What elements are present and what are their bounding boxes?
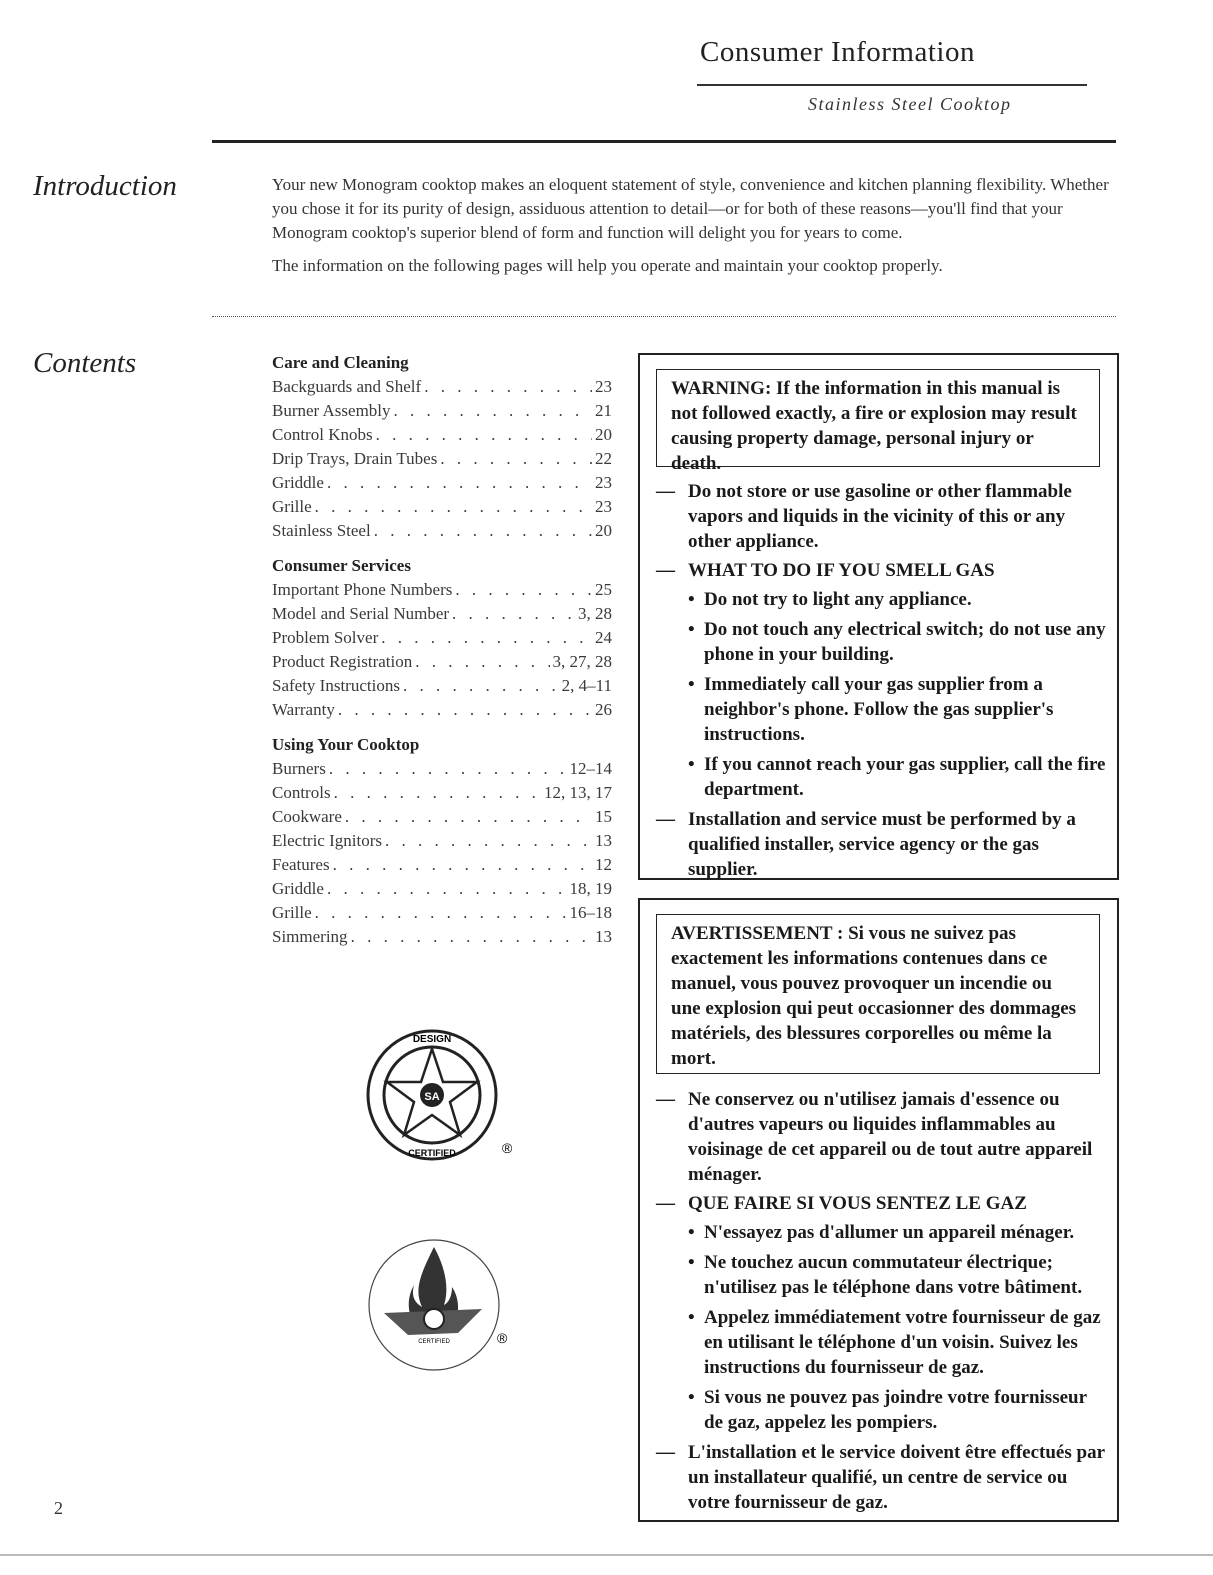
toc-leader-dots <box>327 471 592 495</box>
toc-leader-dots <box>315 901 567 925</box>
page-number: 2 <box>54 1498 63 1518</box>
toc-entry <box>272 471 612 495</box>
toc-entry <box>272 698 612 722</box>
toc-entry-label: Features <box>272 855 330 874</box>
toc-entry <box>272 495 612 519</box>
warning-box-french <box>638 898 1119 1522</box>
warning-bullet: • Ne touchez aucun commutateur électrique; n'utilisez pas le téléphone dans votre bâtiment. <box>688 1252 1083 1298</box>
toc-entry-label: Safety Instructions <box>272 676 400 695</box>
toc-entry <box>272 447 612 471</box>
toc-leader-dots <box>327 877 567 901</box>
toc-entry <box>272 650 612 674</box>
toc-leader-dots <box>381 626 592 650</box>
toc-entry-label: Model and Serial Number <box>272 604 450 623</box>
page-subtitle: Stainless Steel Cooktop <box>808 94 1012 114</box>
design-certified-logo <box>362 1025 522 1180</box>
toc-section-title: Care and Cleaning <box>272 353 409 372</box>
toc-section <box>272 553 612 722</box>
page-title: Consumer Information <box>700 36 975 68</box>
toc-entry-page: 3, 28 <box>578 604 612 623</box>
logo-top-text: DESIGN <box>412 1034 452 1045</box>
warning-bullet: • Do not touch any electrical switch; do not use any phone in your building. <box>688 619 1106 665</box>
warning-bullet: • If you cannot reach your gas supplier, call the fire department. <box>688 754 1106 800</box>
warning-item: — WHAT TO DO IF YOU SMELL GAS <box>656 560 995 581</box>
toc-entry-label: Grille <box>272 497 312 516</box>
introduction-text <box>272 173 1112 287</box>
toc-entry <box>272 925 612 949</box>
toc-entry-page: 12, 13, 17 <box>544 783 612 802</box>
toc-entry-page: 13 <box>595 927 612 946</box>
toc-leader-dots <box>415 650 549 674</box>
toc-leader-dots <box>338 698 592 722</box>
toc-entry-label: Simmering <box>272 927 348 946</box>
toc-entry <box>272 375 612 399</box>
toc-entry-label: Cookware <box>272 807 342 826</box>
toc-entry <box>272 602 612 626</box>
toc-leader-dots <box>455 578 592 602</box>
warning-item: — Installation and service must be performed by a qualified installer, service agency or the gas supplier. <box>656 809 1076 880</box>
toc-entry <box>272 399 612 423</box>
toc-entry-page: 12 <box>595 855 612 874</box>
toc-leader-dots <box>345 805 592 829</box>
warning-statement: AVERTISSEMENT : Si vous ne suivez pas exactement les informations contenues dans ce manuel, vous pouvez provoquer un incendie ou une explosion qui peut occasionner des dommages matériels, des blessures corporelles ou même la mort. <box>656 914 1100 1074</box>
toc-entry <box>272 829 612 853</box>
toc-entry <box>272 519 612 543</box>
toc-entry-label: Griddle <box>272 473 324 492</box>
toc-entry-page: 2, 4–11 <box>561 676 612 695</box>
toc-section-title: Using Your Cooktop <box>272 735 420 754</box>
toc-section-title: Consumer Services <box>272 556 411 575</box>
svg-text:SA: SA <box>424 1091 440 1103</box>
toc-leader-dots <box>394 399 592 423</box>
warning-bullet: • Immediately call your gas supplier from a neighbor's phone. Follow the gas supplier's instructions. <box>688 674 1054 745</box>
toc-entry-page: 25 <box>595 580 612 599</box>
toc-entry <box>272 626 612 650</box>
toc-entry-page: 16–18 <box>569 903 612 922</box>
introduction-heading: Introduction <box>33 170 177 202</box>
toc-entry-page: 23 <box>595 473 612 492</box>
toc-leader-dots <box>315 495 592 519</box>
toc-leader-dots <box>351 925 592 949</box>
toc-entry <box>272 781 612 805</box>
warning-statement: WARNING: If the information in this manual is not followed exactly, a fire or explosion may result causing property damage, personal injury or death. <box>656 369 1100 467</box>
contents-heading: Contents <box>33 347 137 379</box>
toc-leader-dots <box>329 757 567 781</box>
toc-entry-label: Grille <box>272 903 312 922</box>
warning-item: — Ne conservez ou n'utilisez jamais d'essence ou d'autres vapeurs ou liquides inflammables au voisinage de cet appareil ou de tout autre appareil ménager. <box>656 1089 1093 1185</box>
toc-entry-label: Drip Trays, Drain Tubes <box>272 449 438 468</box>
toc-entry <box>272 853 612 877</box>
table-of-contents <box>272 350 612 959</box>
header-divider <box>697 84 1087 86</box>
flame-certified-logo <box>362 1235 522 1380</box>
toc-leader-dots <box>374 519 592 543</box>
dotted-divider <box>212 316 1116 317</box>
intro-paragraph: Your new Monogram cooktop makes an eloquent statement of style, convenience and kitchen planning flexibility. Whether you chose it for its purity of design, assiduous attention to detail—or for both of these reasons—you'll find that your Monogram cooktop's superior blend of form and function will delight you for years to come. <box>272 175 1109 242</box>
toc-entry <box>272 757 612 781</box>
toc-entry-page: 3, 27, 28 <box>552 652 612 671</box>
toc-entry-page: 20 <box>595 425 612 444</box>
toc-entry-label: Stainless Steel <box>272 521 371 540</box>
toc-entry <box>272 674 612 698</box>
toc-entry-page: 23 <box>595 377 612 396</box>
toc-entry-label: Burners <box>272 759 326 778</box>
toc-entry <box>272 877 612 901</box>
warning-bullet: • Do not try to light any appliance. <box>688 589 972 610</box>
warning-item: — QUE FAIRE SI VOUS SENTEZ LE GAZ <box>656 1193 1027 1214</box>
toc-entry-page: 21 <box>595 401 612 420</box>
toc-entry-page: 13 <box>595 831 612 850</box>
toc-entry-page: 18, 19 <box>569 879 612 898</box>
toc-section <box>272 732 612 949</box>
toc-entry-label: Control Knobs <box>272 425 373 444</box>
logo-bottom-text: CERTIFIED <box>408 1148 456 1158</box>
toc-leader-dots <box>424 375 592 399</box>
toc-entry-page: 15 <box>595 807 612 826</box>
toc-leader-dots <box>440 447 592 471</box>
toc-entry-label: Burner Assembly <box>272 401 391 420</box>
warning-bullet: • N'essayez pas d'allumer un appareil ménager. <box>688 1222 1075 1243</box>
toc-entry-label: Problem Solver <box>272 628 379 647</box>
warning-bullet: • Si vous ne pouvez pas joindre votre fournisseur de gaz, appelez les pompiers. <box>688 1387 1087 1433</box>
toc-entry <box>272 578 612 602</box>
toc-entry-label: Backguards and Shelf <box>272 377 422 396</box>
footer-rule <box>0 1554 1213 1556</box>
toc-entry-page: 12–14 <box>569 759 612 778</box>
toc-leader-dots <box>333 853 592 877</box>
toc-entry-label: Product Registration <box>272 652 413 671</box>
toc-entry-page: 26 <box>595 700 612 719</box>
warning-box-english <box>638 353 1119 880</box>
toc-leader-dots <box>452 602 575 626</box>
toc-entry-label: Griddle <box>272 879 324 898</box>
registered-mark: ® <box>502 1140 513 1156</box>
toc-entry-page: 22 <box>595 449 612 468</box>
toc-entry <box>272 423 612 447</box>
toc-entry-page: 20 <box>595 521 612 540</box>
warning-item: — L'installation et le service doivent être effectués par un installateur qualifié, un centre de service ou votre fournisseur de gaz. <box>656 1442 1105 1513</box>
toc-entry-page: 23 <box>595 497 612 516</box>
toc-leader-dots <box>334 781 541 805</box>
toc-leader-dots <box>376 423 592 447</box>
toc-entry-label: Important Phone Numbers <box>272 580 453 599</box>
logo-certified-text: CERTIFIED <box>418 1339 450 1345</box>
toc-entry <box>272 805 612 829</box>
warning-bullet: • Appelez immédiatement votre fournisseur de gaz en utilisant le téléphone d'un voisin. Suivez les instructions du fournisseur de gaz. <box>688 1307 1101 1378</box>
toc-entry <box>272 901 612 925</box>
warning-item: — Do not store or use gasoline or other flammable vapors and liquids in the vicinity of this or any other appliance. <box>656 481 1072 552</box>
toc-leader-dots <box>403 674 559 698</box>
toc-section <box>272 350 612 543</box>
toc-entry-label: Electric Ignitors <box>272 831 382 850</box>
toc-entry-label: Warranty <box>272 700 335 719</box>
section-divider <box>212 140 1116 143</box>
toc-leader-dots <box>385 829 592 853</box>
intro-paragraph: The information on the following pages will help you operate and maintain your cooktop properly. <box>272 256 943 275</box>
toc-entry-page: 24 <box>595 628 612 647</box>
toc-entry-label: Controls <box>272 783 331 802</box>
registered-mark: ® <box>497 1330 508 1346</box>
